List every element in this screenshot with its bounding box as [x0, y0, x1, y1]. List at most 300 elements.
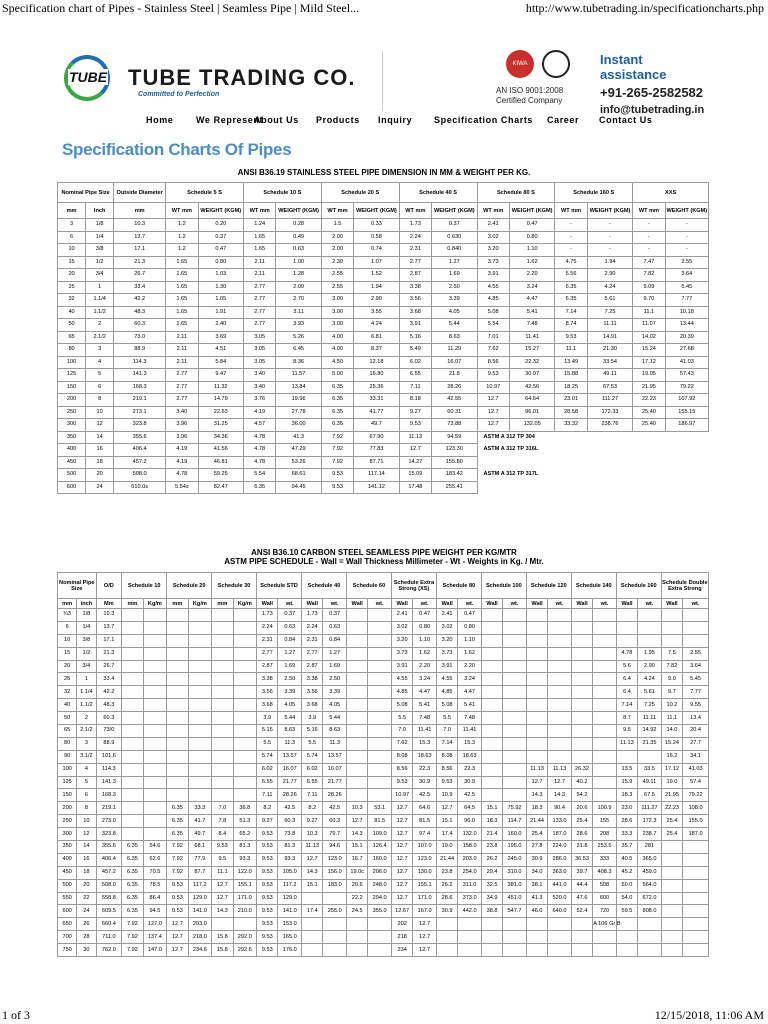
table-cell: 15.24 [633, 344, 665, 357]
cs-subheader: wt. [323, 599, 347, 609]
table-cell [526, 686, 547, 699]
table-cell: 5.44 [278, 712, 302, 725]
table-cell: 6.35 [122, 866, 143, 879]
table-cell: 9.53 [212, 841, 233, 854]
table-cell: 133.0 [548, 815, 572, 828]
table-cell [346, 944, 367, 957]
table-row [58, 789, 709, 802]
table-cell [638, 918, 662, 931]
table-cell [683, 918, 709, 931]
table-cell [188, 789, 212, 802]
table-cell: 294.0 [368, 892, 392, 905]
table-cell: 273.0 [96, 815, 122, 828]
table-cell: 2.55 [665, 256, 708, 269]
page-heading: Specification Charts Of Pipes [62, 140, 292, 159]
ss-subheader: WEIGHT (KGM) [587, 203, 632, 219]
table-cell [503, 763, 527, 776]
table-cell [302, 918, 323, 931]
table-cell: 1 [86, 281, 114, 294]
table-cell: 2.20 [458, 660, 482, 673]
table-cell: 1.62 [509, 256, 554, 269]
table-cell: 81.5 [413, 815, 437, 828]
table-cell: 9.53 [257, 944, 278, 957]
table-cell: 122.0 [233, 866, 257, 879]
cs-subheader: mm [212, 599, 233, 609]
table-cell: 125 [58, 776, 77, 789]
table-cell: 14.3 [302, 866, 323, 879]
table-cell: 238.7 [638, 828, 662, 841]
table-cell: 25 [58, 673, 77, 686]
certification [482, 50, 592, 112]
table-cell [481, 763, 502, 776]
table-cell [346, 776, 367, 789]
table-cell: 2.11 [243, 256, 275, 269]
nav-career[interactable]: Career [547, 115, 580, 125]
table-cell: 49.11 [638, 776, 662, 789]
table-cell: 33.4 [96, 673, 122, 686]
table-cell [212, 660, 233, 673]
table-cell [122, 673, 143, 686]
table-cell: 3.40 [243, 369, 275, 382]
table-cell: 5.6 [616, 660, 637, 673]
table-cell: 11.1 [212, 866, 233, 879]
table-cell: 4.24 [587, 281, 632, 294]
table-cell: 13.44 [665, 319, 708, 332]
table-cell: 12.7 [391, 841, 412, 854]
table-cell: 3.96 [166, 419, 198, 432]
table-cell: 1.52 [354, 269, 399, 282]
table-cell: 2.50 [278, 673, 302, 686]
table-cell: 11.07 [633, 319, 665, 332]
table-cell: 7.14 [616, 699, 637, 712]
table-cell: 202 [391, 918, 412, 931]
table-cell [593, 750, 617, 763]
nav-specification-charts[interactable]: Specification Charts [434, 115, 534, 125]
table-cell: 8.08 [391, 750, 412, 763]
table-cell: 9.5 [212, 853, 233, 866]
table-row [58, 381, 709, 394]
table-cell: 29.4 [481, 866, 502, 879]
table-cell: 451.0 [503, 892, 527, 905]
table-cell: 9.53 [257, 841, 278, 854]
cs-head-schedule: Schedule Double Extra Strong [661, 573, 708, 599]
table-cell: 672.0 [638, 892, 662, 905]
table-cell: 1.28 [276, 269, 321, 282]
phone-number[interactable]: +91-265-2582582 [600, 85, 704, 100]
table-cell: 365.0 [638, 853, 662, 866]
table-cell: - [633, 219, 665, 232]
table-cell: 14 [86, 431, 114, 444]
logo[interactable] [60, 51, 383, 111]
table-cell: 3.64 [683, 660, 709, 673]
table-cell: 5 [86, 369, 114, 382]
table-cell: 9.7 [661, 686, 682, 699]
table-cell: 3.1/2 [77, 750, 96, 763]
table-cell: 44.4 [571, 879, 592, 892]
table-cell: 6 [58, 621, 77, 634]
table-cell: 1.65 [166, 294, 198, 307]
table-cell: 4.47 [458, 686, 482, 699]
table-cell [122, 802, 143, 815]
table-cell: 4.24 [354, 319, 399, 332]
table-cell [571, 647, 592, 660]
ss-subheader: WT mm [477, 203, 509, 219]
table-cell [212, 686, 233, 699]
table-cell: 12.7 [391, 815, 412, 828]
table-cell [167, 699, 188, 712]
table-cell: 24.5 [346, 905, 367, 918]
table-cell: 67.5 [638, 789, 662, 802]
table-cell: 7.47 [633, 256, 665, 269]
table-cell: 14.79 [198, 394, 243, 407]
table-cell: 11.1 [661, 712, 682, 725]
table-cell: 7.62 [391, 737, 412, 750]
table-cell: 7.92 [321, 444, 353, 457]
table-cell: 165.0 [278, 931, 302, 944]
cs-head-schedule: Schedule 120 [526, 573, 571, 599]
cs-subheader: Wall [526, 599, 547, 609]
table-cell: 25.4 [571, 815, 592, 828]
table-cell [526, 699, 547, 712]
table-cell: 11.13 [399, 431, 431, 444]
table-cell [233, 737, 257, 750]
table-cell [122, 609, 143, 622]
table-cell: 94.59 [432, 431, 477, 444]
table-cell [436, 918, 457, 931]
table-cell: 12 [77, 828, 96, 841]
table-cell: 0.49 [276, 231, 321, 244]
table-cell: 2.87 [399, 269, 431, 282]
table-cell [481, 621, 502, 634]
table-cell: 42.56 [509, 381, 554, 394]
table-cell: 1.65 [166, 281, 198, 294]
table-cell: 6 [77, 789, 96, 802]
table-cell: 3.02 [391, 621, 412, 634]
table-cell: 94.45 [276, 481, 321, 494]
table-cell: 123.0 [413, 853, 437, 866]
table-cell: 2.77 [302, 647, 323, 660]
table-cell: 79.22 [665, 381, 708, 394]
table-cell: 47.29 [276, 444, 321, 457]
table-cell: 500 [58, 879, 77, 892]
table-cell: 450 [58, 866, 77, 879]
table-cell [143, 673, 167, 686]
table-cell: 21.30 [587, 344, 632, 357]
table-cell: 248.0 [368, 879, 392, 892]
table-cell: 93.3 [278, 853, 302, 866]
table-cell: 10.97 [477, 381, 509, 394]
page-url[interactable]: http://www.tubetrading.in/specificationcharts.php [525, 1, 764, 15]
table-cell: 1/4 [77, 621, 96, 634]
table-cell: 28.26 [278, 789, 302, 802]
table-cell: 14 [77, 841, 96, 854]
table-cell: 4.47 [509, 294, 554, 307]
table-cell: 105.0 [278, 866, 302, 879]
table-cell [571, 931, 592, 944]
table-cell: 67.90 [354, 431, 399, 444]
cs-subheader: wt. [368, 599, 392, 609]
table-cell: 9.53 [167, 879, 188, 892]
table-cell: 27.78 [276, 406, 321, 419]
table-cell: 36.8 [233, 802, 257, 815]
table-cell [526, 725, 547, 738]
table-cell [368, 673, 392, 686]
table-cell: 6.35 [122, 841, 143, 854]
table-cell: 176.0 [278, 944, 302, 957]
table-cell: - [665, 231, 708, 244]
table-cell: 12.7 [526, 776, 547, 789]
table-cell: 77.9 [188, 853, 212, 866]
table-cell: 1.95 [638, 647, 662, 660]
ss-head-sch5s: Schedule 5 S [166, 183, 244, 203]
table-cell: 547.7 [503, 905, 527, 918]
table-cell [503, 609, 527, 622]
table-row [58, 369, 709, 382]
table-cell: 286.0 [548, 853, 572, 866]
cs-head-schedule: Schedule 10 [122, 573, 167, 599]
table-cell: 19.96 [276, 394, 321, 407]
ss-subheader: mm [58, 203, 86, 219]
table-cell: 4.78 [616, 647, 637, 660]
table-cell: 14.3 [526, 789, 547, 802]
table-cell: 20 [86, 469, 114, 482]
table-cell: 2.31 [302, 634, 323, 647]
table-cell [503, 944, 527, 957]
table-cell: 1.07 [354, 256, 399, 269]
table-cell [616, 750, 637, 763]
table-cell: 21.95 [633, 381, 665, 394]
ss-subheader: WT mm [243, 203, 275, 219]
table-cell [167, 725, 188, 738]
table-cell: 26.2 [436, 879, 457, 892]
table-cell: 64.6 [413, 802, 437, 815]
table-cell: A 106 Gr B [593, 920, 621, 927]
table-cell [458, 918, 482, 931]
table-cell: 49.11 [587, 369, 632, 382]
table-cell: 20.4 [683, 725, 709, 738]
table-cell [212, 647, 233, 660]
table-cell: 9.27 [302, 815, 323, 828]
table-cell: 11.41 [509, 331, 554, 344]
table-cell: 1.65 [243, 244, 275, 257]
email-address[interactable]: info@tubetrading.in [600, 104, 705, 116]
table-cell: 7.82 [633, 269, 665, 282]
table-cell: 750 [58, 944, 77, 957]
table-cell: 34.36 [198, 431, 243, 444]
cs-head-schedule: Schedule 60 [346, 573, 391, 599]
table-cell: 3.02 [477, 231, 509, 244]
table-cell: 6 [86, 381, 114, 394]
table-cell [526, 609, 547, 622]
table-cell: 11.29 [432, 344, 477, 357]
table-row [58, 802, 709, 815]
table-cell: 46.0 [526, 905, 547, 918]
table-cell: 10 [77, 815, 96, 828]
table-cell: 1.03 [198, 269, 243, 282]
table-cell: 3.91 [477, 269, 509, 282]
table-cell [503, 673, 527, 686]
table-cell: 406.4 [96, 853, 122, 866]
table-cell [346, 634, 367, 647]
tagline: Committed to Perfection [138, 91, 220, 98]
table-cell: 2.11 [166, 331, 198, 344]
table-cell: 7.92 [122, 918, 143, 931]
table-cell: 132.05 [509, 419, 554, 432]
table-cell: ¾3 [58, 609, 77, 622]
table-cell: 5.08 [391, 699, 412, 712]
table-cell: 40 [58, 306, 86, 319]
table-cell: 0.37 [323, 609, 347, 622]
table-cell: 3.68 [257, 699, 278, 712]
table-cell: 7.92 [167, 866, 188, 879]
table-cell [661, 931, 682, 944]
table-cell: 21.3 [96, 647, 122, 660]
table-cell: 9.53 [167, 892, 188, 905]
table-cell: 7.92 [321, 456, 353, 469]
table-cell: 28.26 [323, 789, 347, 802]
table-cell: 7.48 [509, 319, 554, 332]
table-cell: 218 [391, 931, 412, 944]
table-cell: 1.27 [432, 256, 477, 269]
table-cell: 4.50 [321, 356, 353, 369]
table-cell: 50 [58, 319, 86, 332]
table-cell: 8.4 [212, 828, 233, 841]
table-cell: 6.35 [243, 481, 275, 494]
table-cell [167, 737, 188, 750]
table-cell: 2.77 [257, 647, 278, 660]
table-cell [661, 634, 682, 647]
table-cell: 9.53 [257, 892, 278, 905]
table-cell: 3.05 [243, 344, 275, 357]
table-cell [571, 686, 592, 699]
cs-subheader: mm [58, 599, 77, 609]
table-cell [638, 634, 662, 647]
table-cell [323, 944, 347, 957]
table-cell: 408.3 [593, 866, 617, 879]
table-row [58, 444, 709, 457]
table-cell [683, 841, 709, 854]
table-cell: 18.63 [413, 750, 437, 763]
table-cell: 4.78 [243, 431, 275, 444]
table-cell: 5.16 [399, 331, 431, 344]
table-cell: 12.7 [413, 931, 437, 944]
cs-subheader: Wall [346, 599, 367, 609]
table-cell [368, 699, 392, 712]
table-cell: 54.2 [571, 789, 592, 802]
table-cell: 3.56 [302, 686, 323, 699]
table-cell: 12.7 [477, 394, 509, 407]
table-cell [122, 621, 143, 634]
table-cell: 0.630 [432, 231, 477, 244]
table-cell: 8.63 [432, 331, 477, 344]
table-cell: 13.57 [323, 750, 347, 763]
table-cell: 10.9 [436, 789, 457, 802]
table-cell: 13.7 [114, 231, 166, 244]
table-cell: 7.82 [661, 660, 682, 673]
table-cell: 25.4 [526, 828, 547, 841]
table-cell: 2.40 [198, 319, 243, 332]
table-cell: 4.51 [198, 344, 243, 357]
table-cell: - [665, 244, 708, 257]
table-cell: 2.31 [257, 634, 278, 647]
table-cell [571, 918, 592, 931]
table-cell: 5.44 [323, 712, 347, 725]
ss-subheader: WEIGHT (KGM) [509, 203, 554, 219]
table-cell: 1.69 [432, 269, 477, 282]
table-cell: 126.4 [368, 841, 392, 854]
table-cell [212, 763, 233, 776]
table-cell: 2.41 [436, 609, 457, 622]
table-cell: 3.20 [436, 634, 457, 647]
table-cell: 10.3 [346, 802, 367, 815]
nav-about-us[interactable]: About Us [254, 115, 299, 125]
table-cell [481, 712, 502, 725]
table-row [58, 256, 709, 269]
table-cell: 9.53 [257, 828, 278, 841]
table-cell [481, 609, 502, 622]
table-cell [593, 789, 617, 802]
nav-products[interactable]: Products [316, 115, 360, 125]
table-cell [571, 750, 592, 763]
table-row [58, 776, 709, 789]
table-cell [593, 660, 617, 673]
nav-we-represent[interactable]: We Represent [196, 115, 264, 125]
table-cell [481, 725, 502, 738]
table-cell: 310.0 [503, 866, 527, 879]
table-cell: 40.5 [616, 853, 637, 866]
table-cell: 4 [77, 763, 96, 776]
table-cell: 141.12 [354, 481, 399, 494]
table-cell: 10.3 [96, 609, 122, 622]
table-cell [616, 944, 637, 957]
table-cell [212, 776, 233, 789]
table-cell: 2.00 [321, 244, 353, 257]
table-cell: 52.4 [571, 905, 592, 918]
table-cell: 323.8 [114, 419, 166, 432]
table-cell: 153.0 [278, 918, 302, 931]
table-cell [346, 725, 367, 738]
table-cell [368, 763, 392, 776]
table-cell [167, 750, 188, 763]
table-cell: 90.4 [548, 802, 572, 815]
table-cell: 16 [77, 853, 96, 866]
table-cell: 200 [58, 394, 86, 407]
table-cell [571, 660, 592, 673]
table-cell [571, 699, 592, 712]
table-cell: 600 [58, 905, 77, 918]
table-cell [143, 686, 167, 699]
cs-subheader: Mm [96, 599, 122, 609]
table-cell [188, 737, 212, 750]
table-cell: 3.73 [436, 647, 457, 660]
table-cell [122, 815, 143, 828]
table-cell [481, 699, 502, 712]
table-cell: 6.45 [276, 344, 321, 357]
table-cell [548, 699, 572, 712]
nav-home[interactable]: Home [146, 115, 174, 125]
nav-contact-us[interactable]: Contact Us [599, 115, 653, 125]
table-cell: 9.53 [321, 469, 353, 482]
table-cell: 3.38 [257, 673, 278, 686]
nav-inquiry[interactable]: Inquiry [378, 115, 413, 125]
table-cell: 3.73 [477, 256, 509, 269]
astm-cell: ASTM A 312 TP 317L [483, 471, 539, 478]
table-cell: 9.53 [257, 879, 278, 892]
cs-subheader: wt. [683, 599, 709, 609]
table-cell: 130.0 [413, 866, 437, 879]
table-cell [346, 609, 367, 622]
table-cell [526, 737, 547, 750]
